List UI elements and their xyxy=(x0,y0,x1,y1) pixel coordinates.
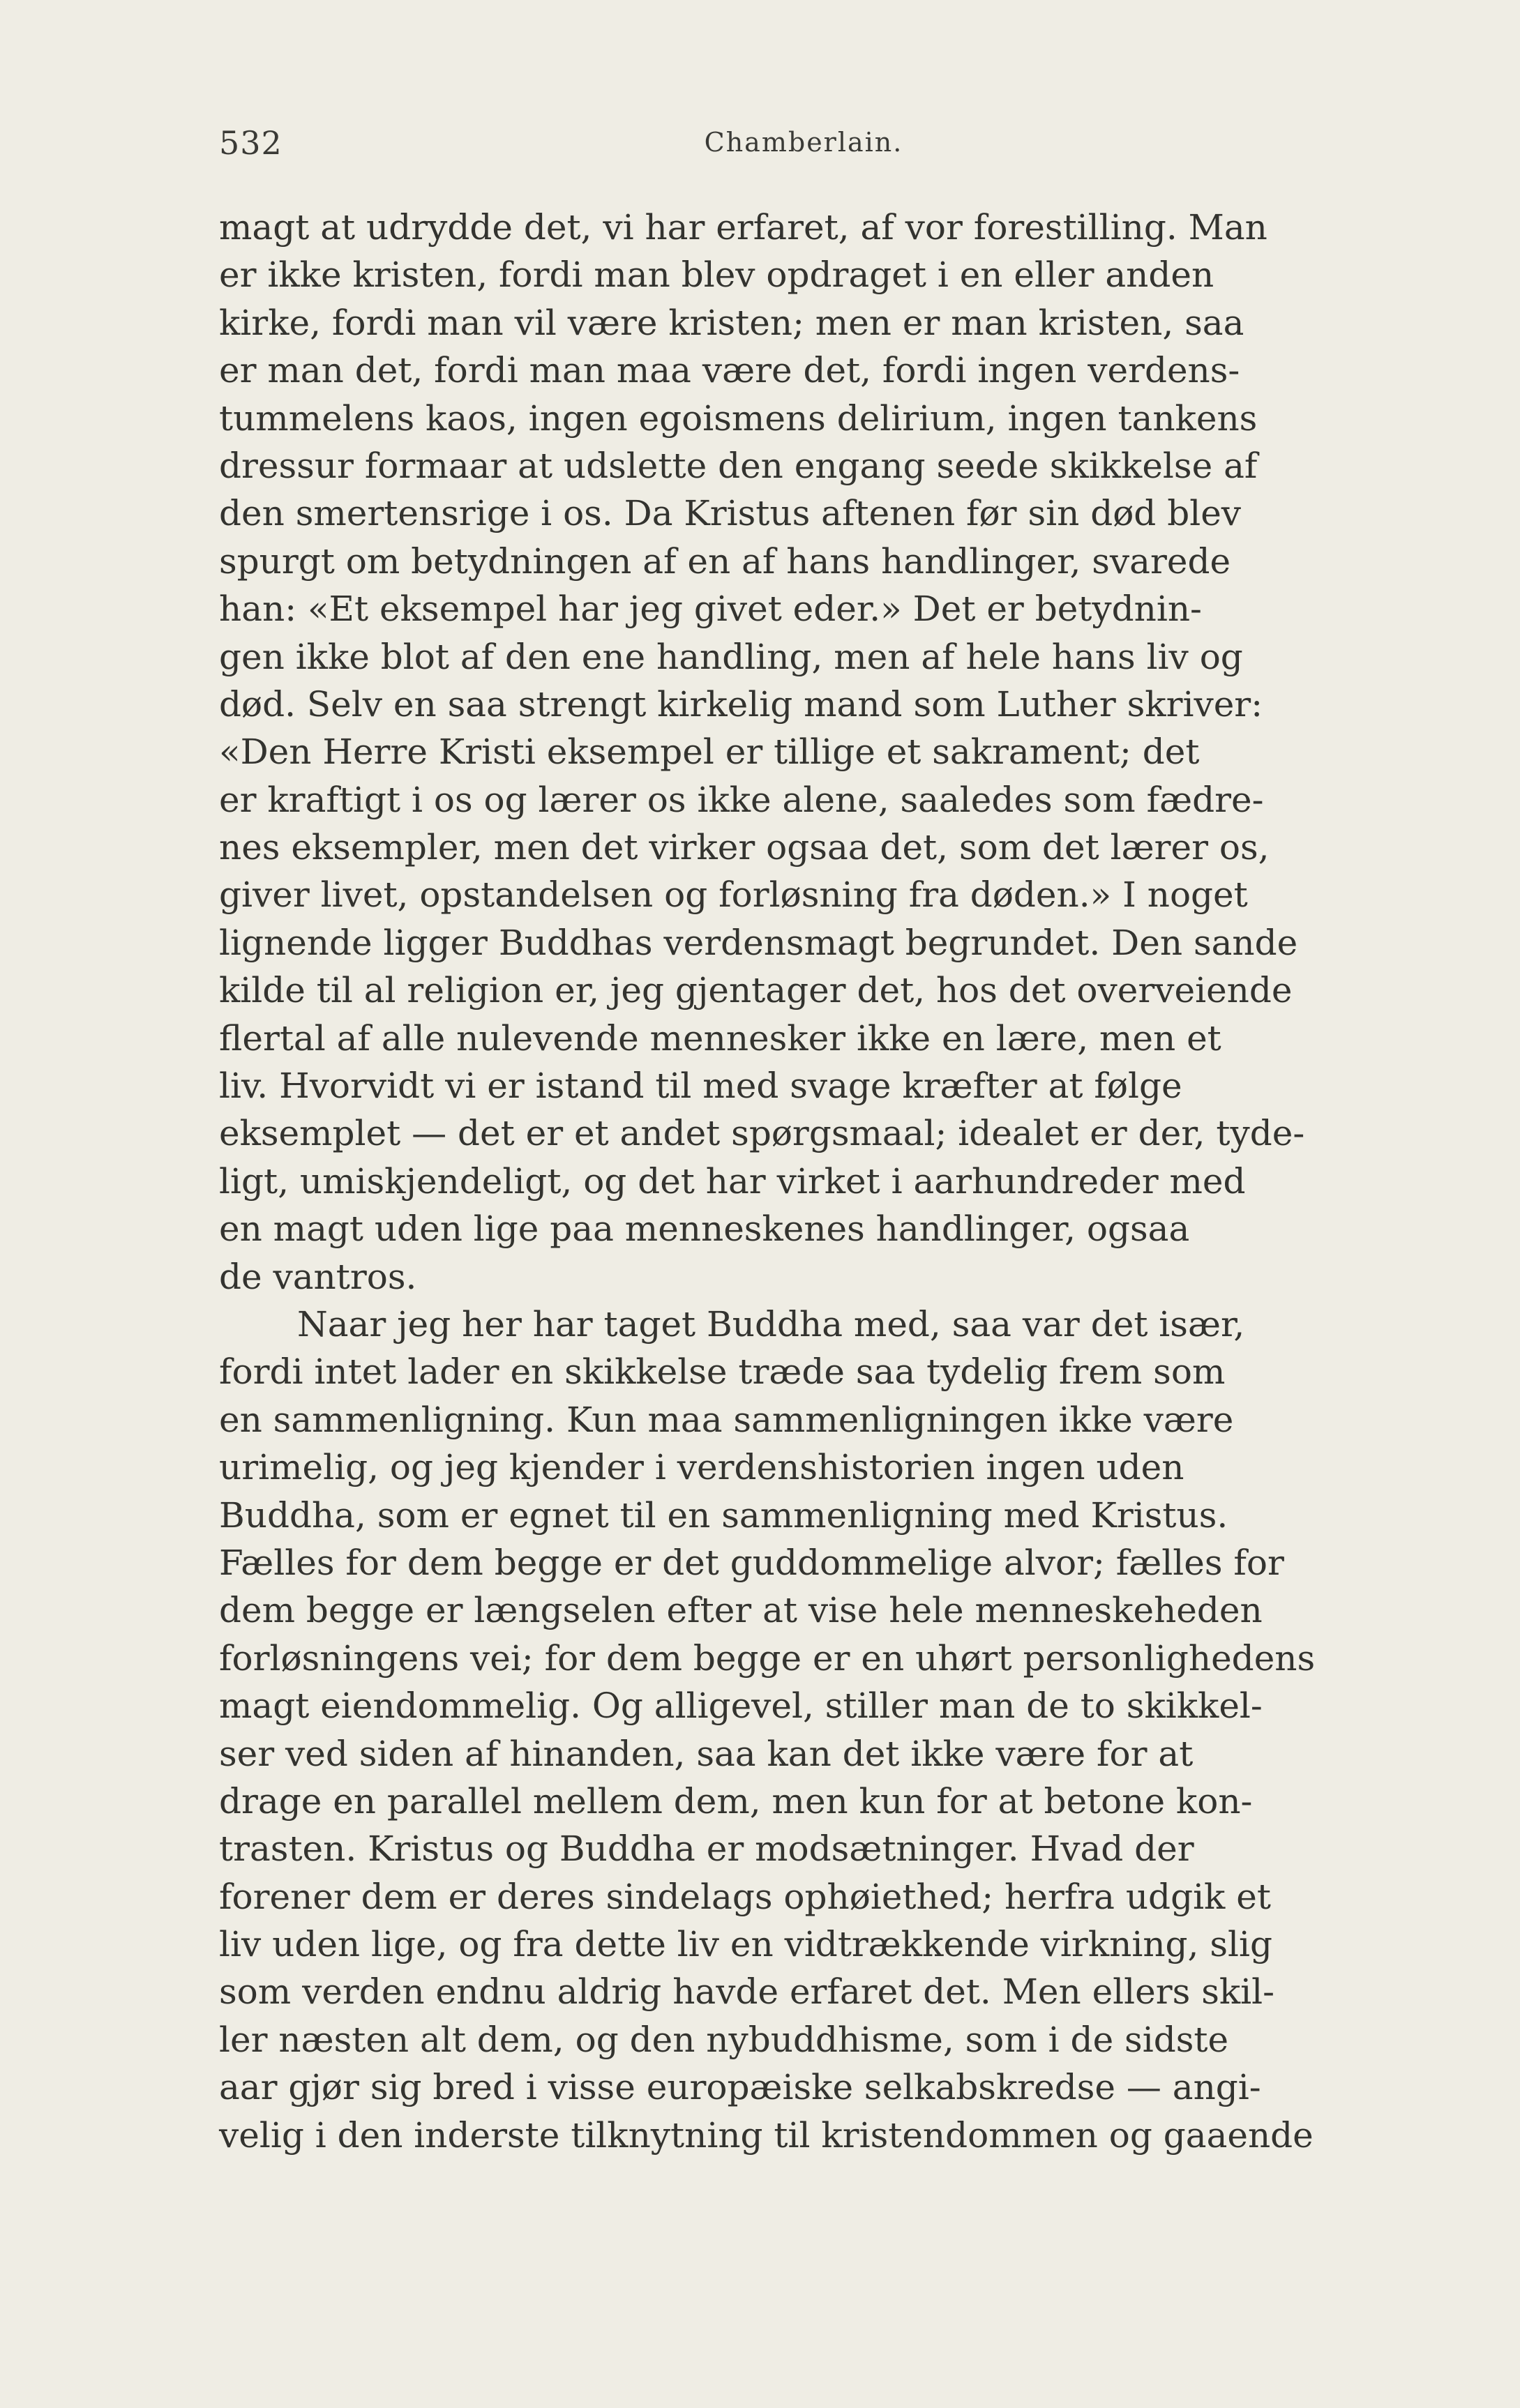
text-line: velig i den inderste tilknytning til kristendommen og gaaende xyxy=(219,2114,1314,2156)
text-line: liv uden lige, og fra dette liv en vidtrækkende virkning, slig xyxy=(219,1924,1272,1965)
text-line: er ikke kristen, fordi man blev opdraget i en eller anden xyxy=(219,255,1214,296)
text-line: eksemplet — det er et andet spørgsmaal; idealet er der, tyde- xyxy=(219,1113,1305,1154)
running-head xyxy=(219,124,1388,180)
text-line: han: «Et eksempel har jeg givet eder.» Det er betydnin- xyxy=(219,589,1202,630)
body-text xyxy=(219,204,1388,2159)
text-line: en sammenligning. Kun maa sammenligningen ikke være xyxy=(219,1399,1234,1440)
text-line: en magt uden lige paa menneskenes handlinger, ogsaa xyxy=(219,1209,1190,1250)
text-line: er man det, fordi man maa være det, fordi ingen verdens- xyxy=(219,350,1240,391)
text-line: er kraftigt i os og lærer os ikke alene, saaledes som fædre- xyxy=(219,779,1264,820)
text-line: Fælles for dem begge er det guddommelige alvor; fælles for xyxy=(219,1542,1284,1583)
text-line: de vantros. xyxy=(219,1256,417,1297)
text-line: kilde til al religion er, jeg gjentager det, hos det overveiende xyxy=(219,970,1293,1011)
text-line: lignende ligger Buddhas verdensmagt begrundet. Den sande xyxy=(219,922,1298,963)
text-line: dressur formaar at udslette den engang seede skikkelse af xyxy=(219,445,1258,486)
text-line: forener dem er deres sindelags ophøiethed; herfra udgik et xyxy=(219,1876,1271,1917)
text-line: død. Selv en saa strengt kirkelig mand som Luther skriver: xyxy=(219,683,1263,725)
text-line: magt at udrydde det, vi har erfaret, af vor forestilling. Man xyxy=(219,207,1267,248)
text-line: den smertensrige i os. Da Kristus aftenen før sin død blev xyxy=(219,493,1242,534)
text-line: giver livet, opstandelsen og forløsning fra døden.» I noget xyxy=(219,874,1248,916)
running-title: Chamberlain. xyxy=(704,127,903,158)
text-line: «Den Herre Kristi eksempel er tillige et sakrament; det xyxy=(219,732,1200,773)
text-line: kirke, fordi man vil være kristen; men er man kristen, saa xyxy=(219,302,1244,343)
text-line: Buddha, som er egnet til en sammenligning med Kristus. xyxy=(219,1494,1228,1536)
text-line: nes eksempler, men det virker ogsaa det, som det lærer os, xyxy=(219,827,1270,868)
text-line: drage en parallel mellem dem, men kun for at betone kon- xyxy=(219,1780,1253,1822)
text-line: som verden endnu aldrig havde erfaret det. Men ellers skil- xyxy=(219,1971,1275,2013)
text-line: urimelig, og jeg kjender i verdenshistorien ingen uden xyxy=(219,1447,1184,1488)
text-line: ligt, umiskjendeligt, og det har virket i aarhundreder med xyxy=(219,1160,1246,1202)
text-line: fordi intet lader en skikkelse træde saa tydelig frem som xyxy=(219,1351,1226,1393)
text-line: ser ved siden af hinanden, saa kan det ikke være for at xyxy=(219,1733,1194,1774)
text-line: aar gjør sig bred i visse europæiske selkabskredse — angi- xyxy=(219,2067,1261,2108)
text-line: flertal af alle nulevende mennesker ikke en lære, men et xyxy=(219,1017,1221,1059)
text-line: spurgt om betydningen af en af hans handlinger, svarede xyxy=(219,540,1231,582)
text-line: tummelens kaos, ingen egoismens delirium, ingen tankens xyxy=(219,397,1258,439)
text-line: ler næsten alt dem, og den nybuddhisme, som i de sidste xyxy=(219,2019,1229,2060)
text-line: gen ikke blot af den ene handling, men af hele hans liv og xyxy=(219,636,1243,677)
text-line: forløsningens vei; for dem begge er en uhørt personlighedens xyxy=(219,1637,1316,1679)
paragraph-start-line: Naar jeg her har taget Buddha med, saa var det især, xyxy=(297,1303,1245,1345)
text-line: liv. Hvorvidt vi er istand til med svage kræfter at følge xyxy=(219,1066,1182,1107)
page-number: 532 xyxy=(219,124,283,162)
text-line: trasten. Kristus og Buddha er modsætninger. Hvad der xyxy=(219,1828,1194,1870)
text-line: magt eiendommelig. Og alligevel, stiller man de to skikkel- xyxy=(219,1686,1263,1727)
text-line: dem begge er længselen efter at vise hele menneskeheden xyxy=(219,1590,1263,1631)
